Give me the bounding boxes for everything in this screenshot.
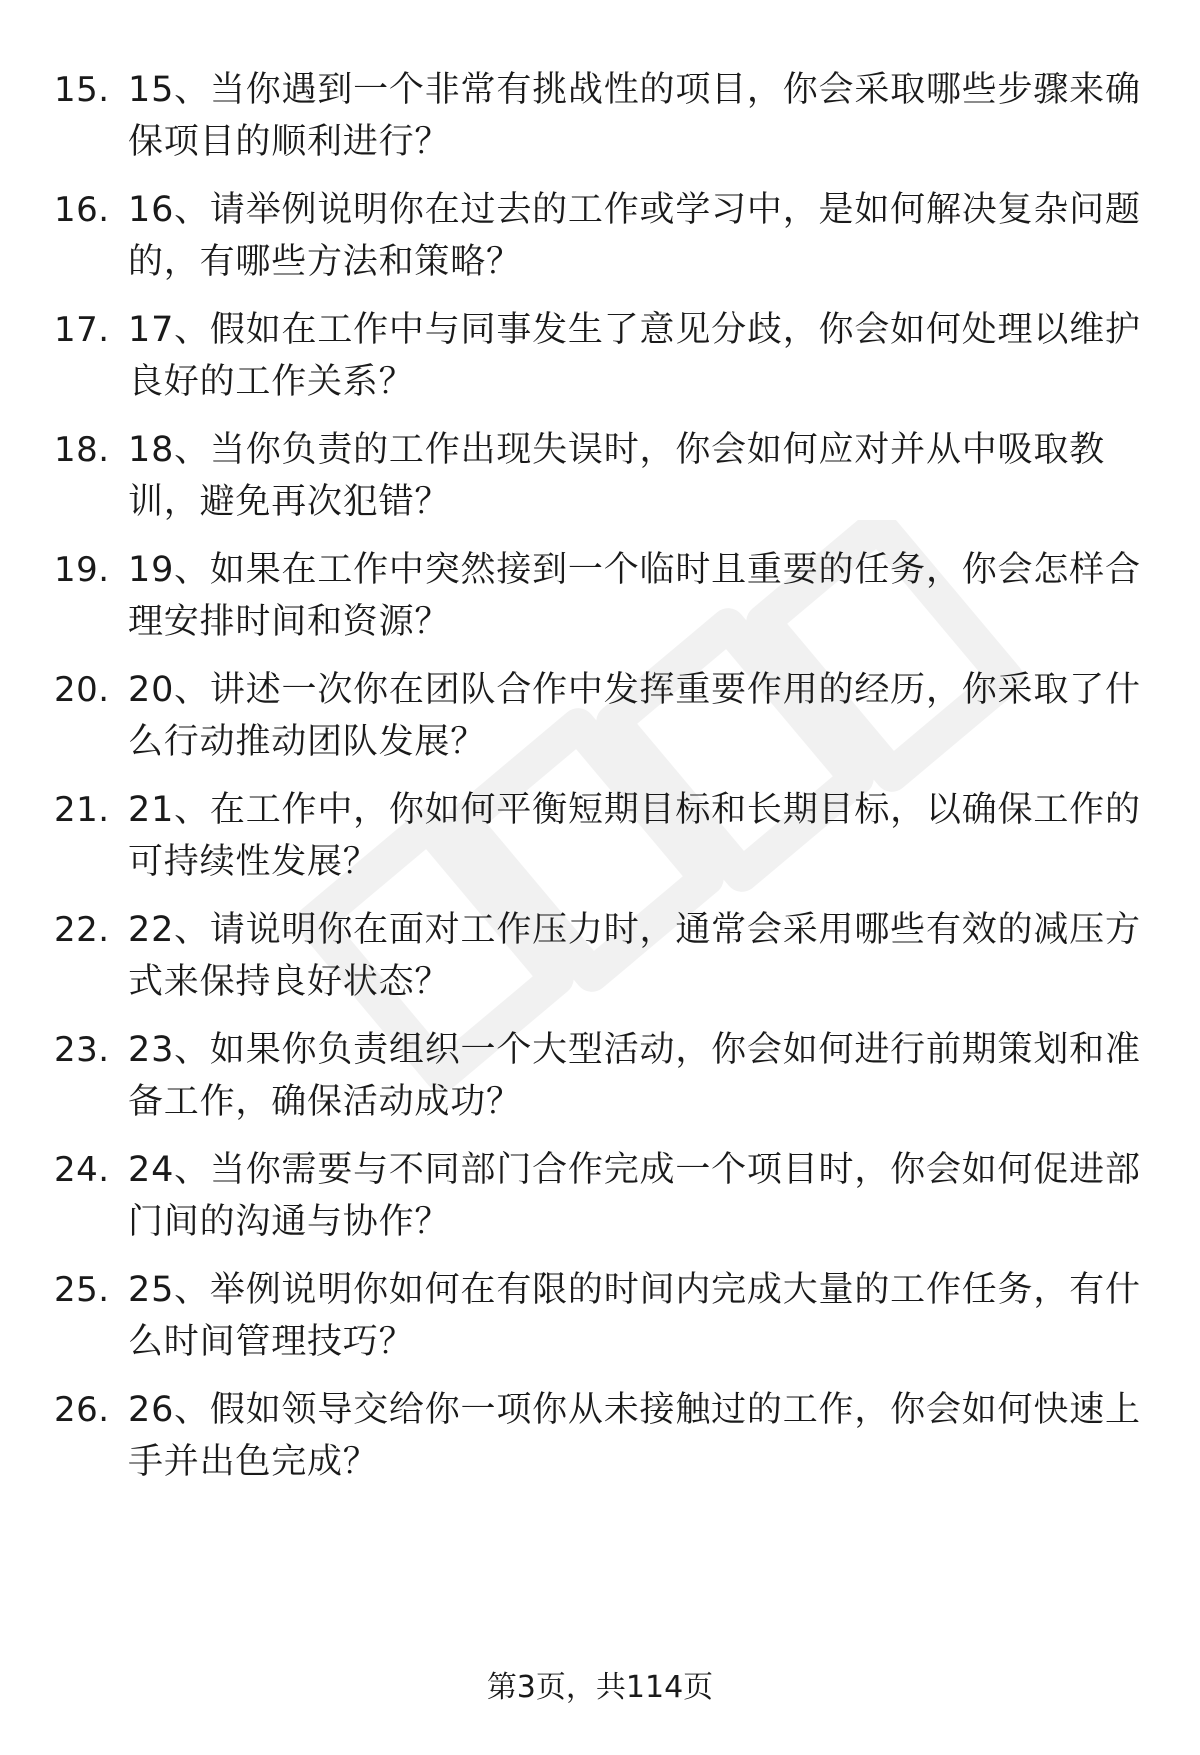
list-item xyxy=(0,1252,1200,1372)
question-text: 22、请说明你在面对工作压力时，通常会采用哪些有效的减压方式来保持良好状态？ xyxy=(128,910,1141,1002)
question-text: 23、如果你负责组织一个大型活动，你会如何进行前期策划和准备工作，确保活动成功？ xyxy=(128,1030,1141,1122)
list-item xyxy=(0,892,1200,1012)
question-number: 15. xyxy=(54,70,110,110)
list-item xyxy=(0,772,1200,892)
list-item xyxy=(0,532,1200,652)
question-number: 24. xyxy=(54,1150,110,1190)
question-list xyxy=(0,52,1200,1492)
page-footer xyxy=(0,1668,1200,1708)
list-item xyxy=(0,412,1200,532)
question-number: 19. xyxy=(54,550,110,590)
question-text: 24、当你需要与不同部门合作完成一个项目时，你会如何促进部门间的沟通与协作？ xyxy=(128,1150,1141,1242)
list-item xyxy=(0,52,1200,172)
list-item xyxy=(0,292,1200,412)
question-number: 18. xyxy=(54,430,110,470)
question-text: 19、如果在工作中突然接到一个临时且重要的任务，你会怎样合理安排时间和资源？ xyxy=(128,550,1141,642)
question-number: 21. xyxy=(54,790,110,830)
question-number: 20. xyxy=(54,670,110,710)
question-text: 17、假如在工作中与同事发生了意见分歧，你会如何处理以维护良好的工作关系？ xyxy=(128,310,1141,402)
question-text: 15、当你遇到一个非常有挑战性的项目，你会采取哪些步骤来确保项目的顺利进行？ xyxy=(128,70,1141,162)
list-item xyxy=(0,652,1200,772)
question-text: 20、讲述一次你在团队合作中发挥重要作用的经历，你采取了什么行动推动团队发展？ xyxy=(128,670,1141,762)
question-number: 16. xyxy=(54,190,110,230)
question-text: 21、在工作中，你如何平衡短期目标和长期目标，以确保工作的可持续性发展？ xyxy=(128,790,1141,882)
question-text: 25、举例说明你如何在有限的时间内完成大量的工作任务，有什么时间管理技巧？ xyxy=(128,1270,1141,1362)
page-number-label: 第3页，共114页 xyxy=(486,1670,714,1705)
question-number: 22. xyxy=(54,910,110,950)
question-text: 26、假如领导交给你一项你从未接触过的工作，你会如何快速上手并出色完成？ xyxy=(128,1390,1141,1482)
question-number: 23. xyxy=(54,1030,110,1070)
question-number: 25. xyxy=(54,1270,110,1310)
question-text: 16、请举例说明你在过去的工作或学习中，是如何解决复杂问题的，有哪些方法和策略？ xyxy=(128,190,1141,282)
list-item xyxy=(0,172,1200,292)
list-item xyxy=(0,1132,1200,1252)
question-number: 26. xyxy=(54,1390,110,1430)
question-number: 17. xyxy=(54,310,110,350)
list-item xyxy=(0,1012,1200,1132)
list-item xyxy=(0,1372,1200,1492)
question-text: 18、当你负责的工作出现失误时，你会如何应对并从中吸取教训，避免再次犯错？ xyxy=(128,430,1105,522)
